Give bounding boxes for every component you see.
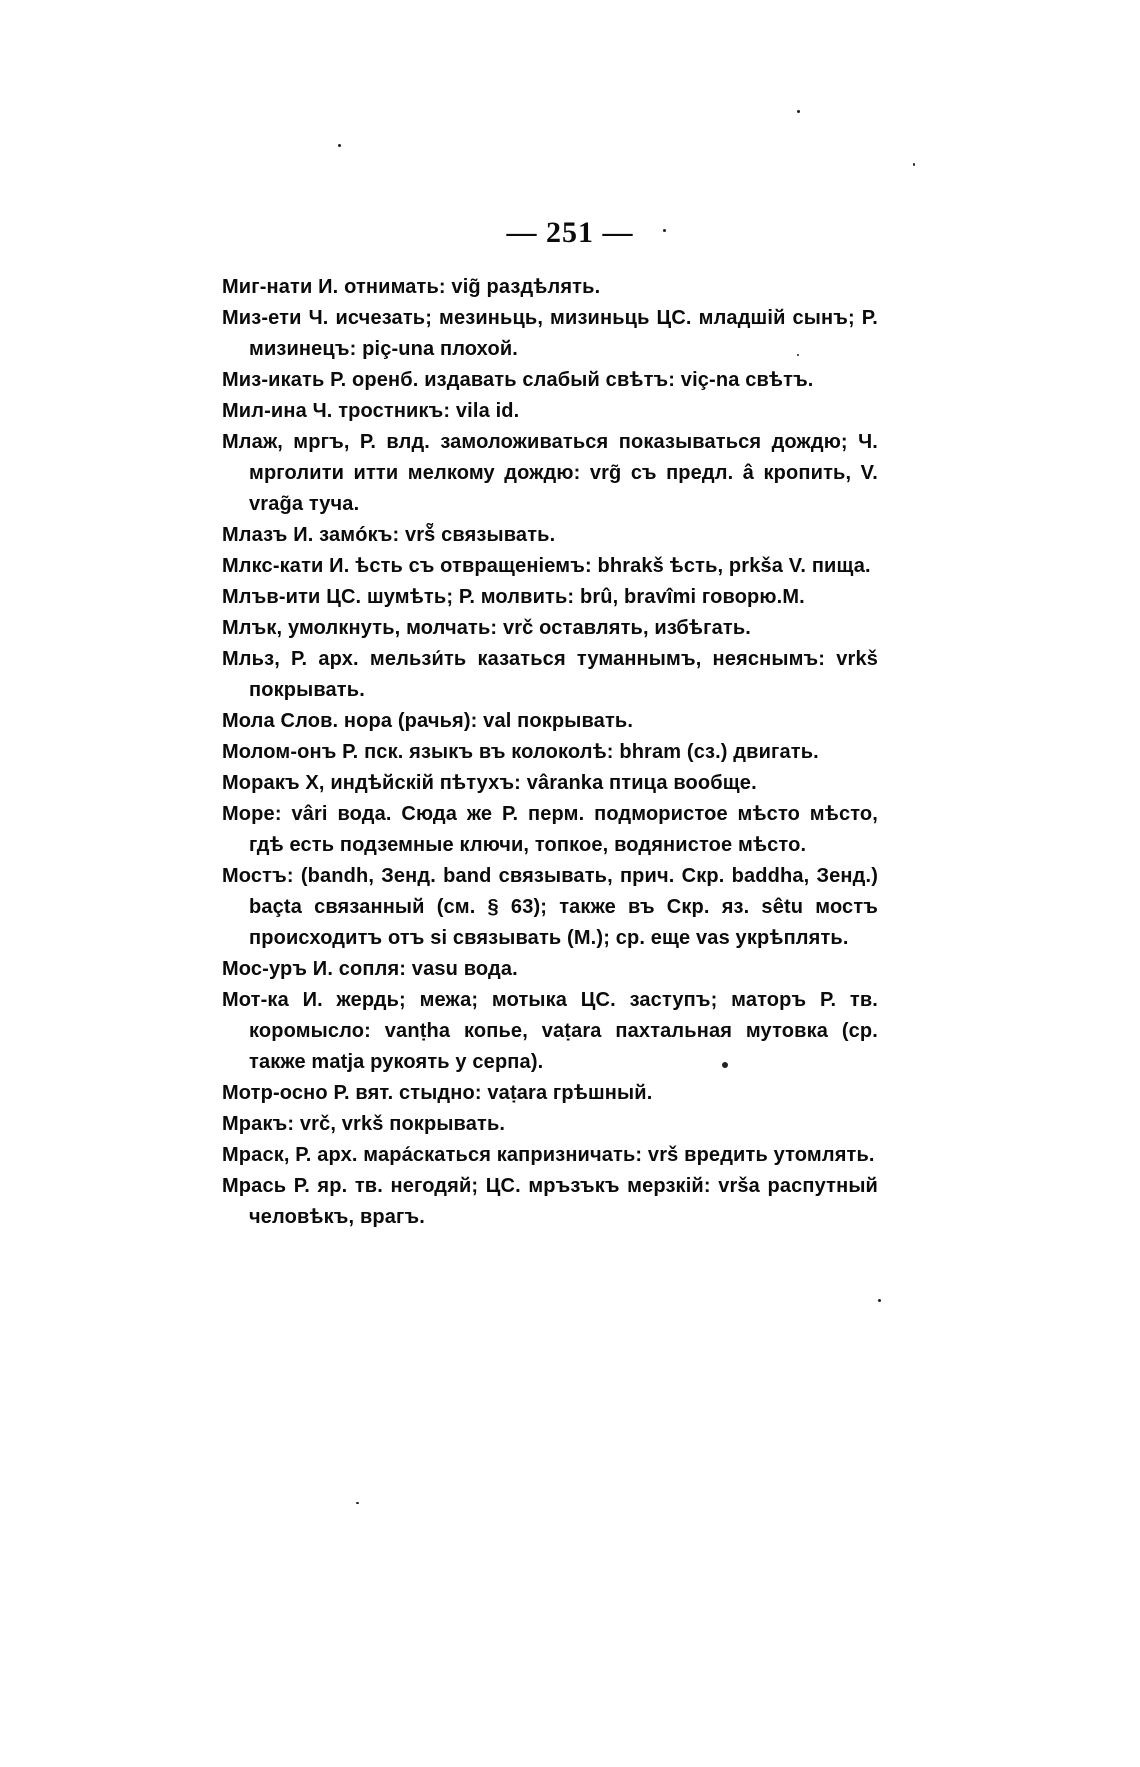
dictionary-entry: Млък, умолкнуть, молчать: vrč оставлять, избѣгать. — [222, 617, 751, 639]
scan-speck — [338, 144, 341, 147]
dictionary-entry: Мльз, Р. арх. мельзи́ть казаться туманнымъ, неяснымъ: vrkš покрывать. — [222, 648, 878, 701]
dictionary-entry: Млкс-кати И. ѣсть съ отвращеніемъ: bhrakš ѣсть, prkša V. пища. — [222, 555, 871, 577]
scan-speck — [356, 1502, 359, 1504]
dictionary-entry: Млазъ И. замóкъ: vrš̃ связывать. — [222, 524, 556, 546]
dictionary-entry: Моракъ Х, индѣйскій пѣтухъ: vâranka птица вообще. — [222, 772, 757, 794]
dictionary-entry: Мостъ: (bandh, Зенд. band связывать, прич. Скр. baddha, Зенд.) baçta связанный (см. § 63); также въ Скр. яз. sêtu мостъ происходитъ отъ si связывать (M.); ср. еще vas укрѣплять. — [222, 865, 878, 949]
dictionary-entry: Мот-ка И. жердь; межа; мотыка ЦС. заступъ; маторъ Р. тв. коромысло: vanṭha копье, vaṭara пахтальная мутовка (ср. также matja рукоять у серпа). — [222, 989, 878, 1073]
scan-speck — [913, 163, 915, 166]
dictionary-entry: Молом-онъ Р. пск. языкъ въ колоколѣ: bhram (сз.) двигать. — [222, 741, 819, 763]
dictionary-entry: Миз-икать Р. оренб. издавать слабый свѣтъ: viç-na свѣтъ. — [222, 369, 814, 391]
scan-speck — [663, 229, 666, 232]
dictionary-entry: Мотр-осно Р. вят. стыдно: vaṭara грѣшный. — [222, 1082, 653, 1104]
dictionary-entry: Мрась Р. яр. тв. негодяй; ЦС. мръзъкъ мерзкій: vrša распутный человѣкъ, врагъ. — [222, 1175, 878, 1228]
dictionary-entry: Миг-нати И. отнимать: vig̃ раздѣлять. — [222, 276, 601, 298]
scan-speck — [797, 354, 799, 356]
scan-speck — [878, 1299, 881, 1302]
dictionary-entry: Млаж, мргъ, Р. влд. замоложиваться показываться дождю; Ч. мрголити итти мелкому дождю: vrg̃ съ предл. â кропить, V. vrag̃a туча. — [222, 431, 878, 515]
dictionary-entry: Мракъ: vrč, vrkš покрывать. — [222, 1113, 506, 1135]
dictionary-entry: Море: vâri вода. Сюда же Р. перм. подмористое мѣсто мѣсто, гдѣ есть подземные ключи, топкое, водянистое мѣсто. — [222, 803, 878, 856]
scan-speck — [722, 1062, 728, 1068]
dictionary-entry: Мил-ина Ч. тростникъ: vila id. — [222, 400, 520, 422]
page-number: — 251 — — [506, 216, 634, 249]
dictionary-entry: Мос-уръ И. сопля: vasu вода. — [222, 958, 518, 980]
dictionary-entry: Миз-ети Ч. исчезать; мезиньць, мизиньць ЦС. младшій сынъ; Р. мизинецъ: piç-una плохой. — [222, 307, 878, 360]
dictionary-entry: Млъв-ити ЦС. шумѣть; Р. молвить: brû, bravîmi говорю.М. — [222, 586, 805, 608]
scan-speck — [797, 110, 800, 113]
dictionary-entry: Мола Слов. нора (рачья): val покрывать. — [222, 710, 634, 732]
dictionary-entries — [222, 272, 878, 1233]
dictionary-entry: Мраск, Р. арх. мара́скаться капризничать: vrš вредить утомлять. — [222, 1144, 875, 1166]
